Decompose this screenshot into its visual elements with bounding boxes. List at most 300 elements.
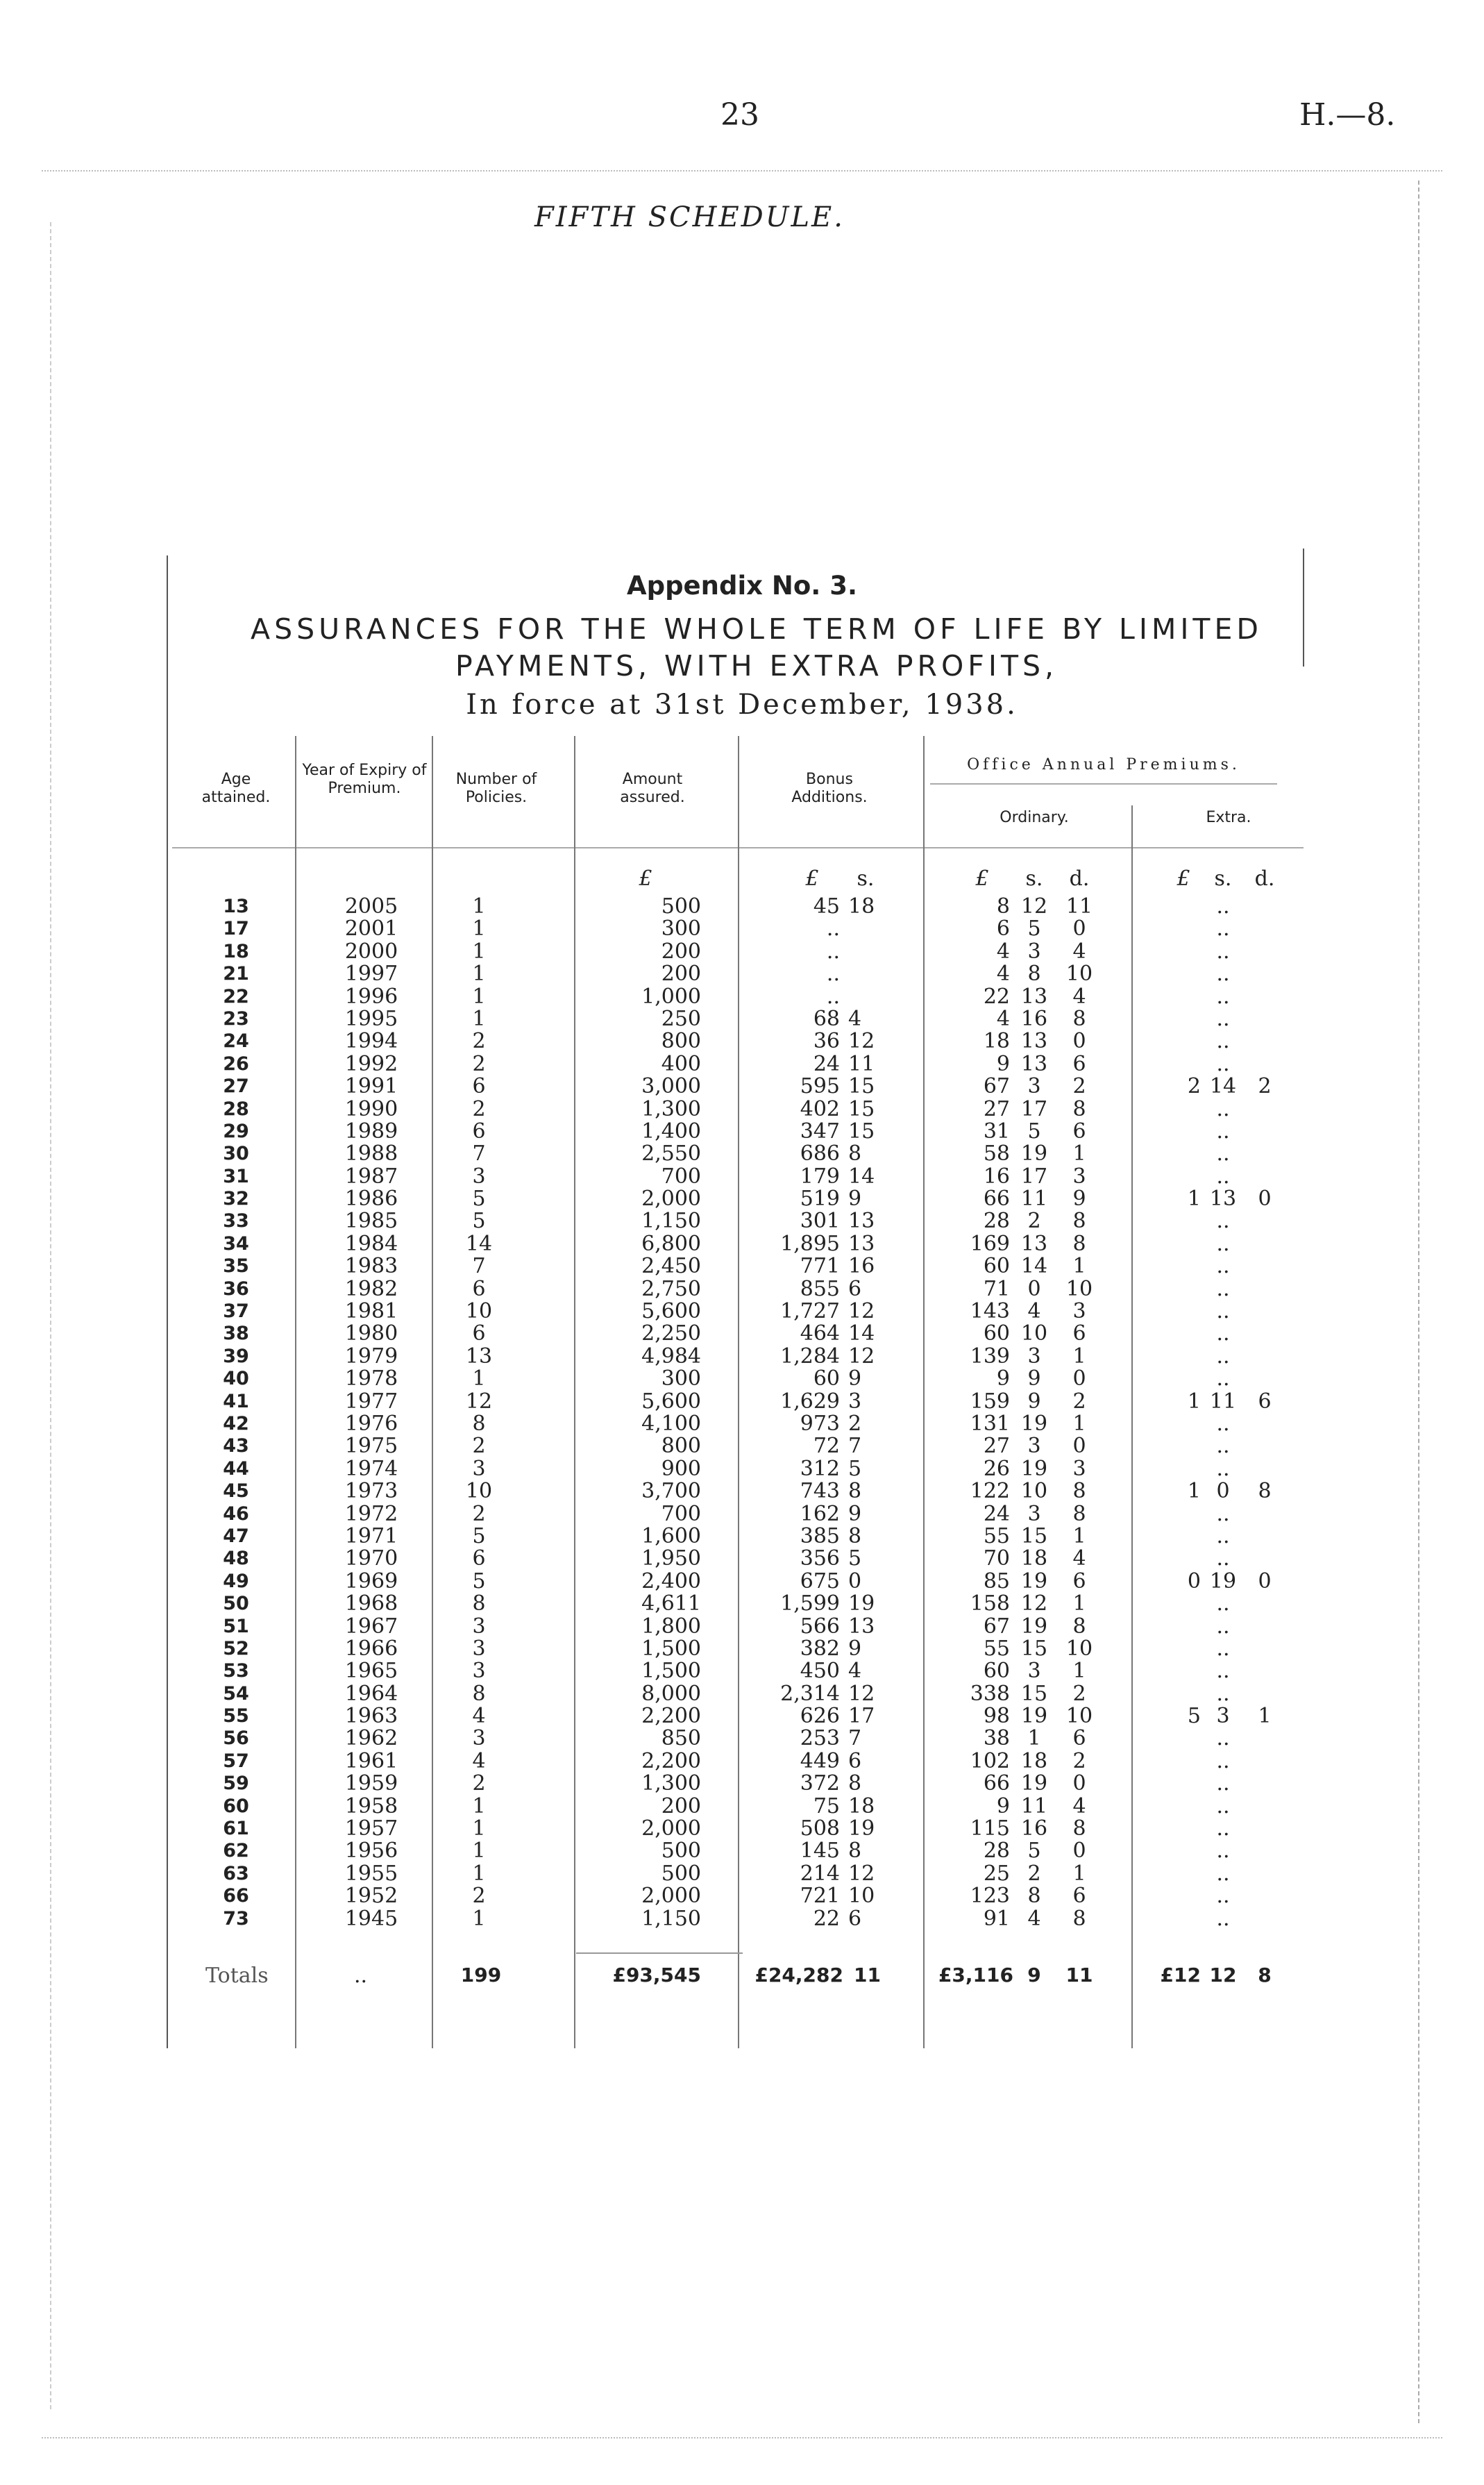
policies-cell: 1 (472, 962, 486, 987)
year-cell: 1971 (344, 1523, 398, 1548)
bonus-pounds-cell: 449 (800, 1748, 840, 1773)
ordinary-pounds-cell: 91 (983, 1906, 1010, 1931)
ordinary-shillings-cell: 0 (1027, 1276, 1041, 1301)
age-cell: 44 (223, 1457, 249, 1480)
policies-cell: 4 (472, 1704, 486, 1729)
extra-shillings-cell: .. (1216, 1839, 1230, 1864)
table-row (0, 1008, 1484, 1030)
amount-cell: 700 (661, 1501, 701, 1526)
policies-cell: 1 (472, 1861, 486, 1886)
ordinary-pence-cell: 3 (1072, 1164, 1086, 1189)
amount-cell: 800 (661, 1029, 701, 1054)
bonus-pounds-cell: 145 (800, 1839, 840, 1864)
ordinary-pounds-cell: 60 (983, 1659, 1010, 1684)
ordinary-pounds-cell: 9 (996, 1051, 1010, 1076)
ordinary-pounds-cell: 143 (970, 1299, 1010, 1324)
ordinary-pence-cell: 1 (1072, 1254, 1086, 1279)
year-cell: 2005 (344, 894, 398, 919)
ordinary-pence-cell: 4 (1072, 939, 1086, 964)
policies-cell: 13 (465, 1344, 493, 1369)
year-cell: 1976 (344, 1411, 398, 1436)
ordinary-shillings-cell: 13 (1020, 1231, 1048, 1256)
amount-cell: 2,400 (641, 1568, 701, 1593)
policies-cell: 3 (472, 1456, 486, 1481)
year-cell: 1970 (344, 1546, 398, 1571)
ordinary-shillings-cell: 16 (1020, 1006, 1048, 1031)
extra-shillings-cell: .. (1216, 1254, 1230, 1279)
year-cell: 1973 (344, 1479, 398, 1504)
ordinary-pounds-cell: 38 (983, 1726, 1010, 1751)
bonus-pounds-cell: 36 (813, 1029, 840, 1054)
policies-cell: 1 (472, 1906, 486, 1931)
age-cell: 29 (223, 1120, 249, 1142)
policies-cell: 1 (472, 939, 486, 964)
age-cell: 63 (223, 1862, 249, 1884)
ordinary-shillings-cell: 16 (1020, 1816, 1048, 1841)
totals-ordinary-shillings: 9 (1027, 1964, 1041, 1986)
ordinary-shillings-cell: 3 (1027, 1501, 1041, 1526)
policies-cell: 1 (472, 984, 486, 1009)
table-row (0, 1233, 1484, 1255)
amount-cell: 400 (661, 1051, 701, 1076)
extra-shillings-cell: 11 (1209, 1389, 1237, 1414)
age-cell: 55 (223, 1705, 249, 1727)
amount-cell: 3,700 (641, 1479, 701, 1504)
age-cell: 31 (223, 1165, 249, 1187)
ordinary-pounds-cell: 26 (983, 1456, 1010, 1481)
ordinary-shillings-cell: 18 (1020, 1546, 1048, 1571)
table-row (0, 1660, 1484, 1682)
year-cell: 1956 (344, 1839, 398, 1864)
ordinary-shillings-cell: 19 (1020, 1411, 1048, 1436)
year-cell: 1989 (344, 1119, 398, 1144)
header-office-premiums: Office Annual Premiums. (967, 756, 1240, 773)
ordinary-shillings-cell: 5 (1027, 1839, 1041, 1864)
bonus-shillings-cell: 8 (848, 1523, 862, 1548)
ordinary-pounds-cell: 24 (983, 1501, 1010, 1526)
amount-cell: 2,750 (641, 1276, 701, 1301)
table-row (0, 1458, 1484, 1480)
table-row (0, 986, 1484, 1008)
amount-cell: 300 (661, 1366, 701, 1391)
year-cell: 1986 (344, 1187, 398, 1212)
age-cell: 21 (223, 963, 249, 985)
ordinary-pounds-cell: 8 (996, 894, 1010, 919)
ordinary-pounds-cell: 18 (983, 1029, 1010, 1054)
ordinary-pounds-cell: 139 (970, 1344, 1010, 1369)
totals-rule (576, 1952, 743, 1954)
ordinary-pence-cell: 1 (1072, 1591, 1086, 1616)
age-cell: 37 (223, 1300, 249, 1323)
age-cell: 40 (223, 1368, 249, 1390)
policies-cell: 5 (472, 1523, 486, 1548)
ordinary-pence-cell: 1 (1072, 1861, 1086, 1886)
extra-pounds-cell: 1 (1187, 1479, 1201, 1504)
bonus-pounds-cell: 2,314 (780, 1681, 840, 1706)
bonus-pounds-cell: 162 (800, 1501, 840, 1526)
ordinary-shillings-cell: 11 (1020, 1793, 1048, 1818)
table-row (0, 1793, 1484, 1818)
table-row (0, 1255, 1484, 1278)
age-cell: 53 (223, 1660, 249, 1682)
policies-cell: 6 (472, 1276, 486, 1301)
policies-cell: 3 (472, 1636, 486, 1661)
age-cell: 50 (223, 1593, 249, 1615)
bonus-pounds-cell: 686 (800, 1141, 840, 1166)
ordinary-pence-cell: 2 (1072, 1681, 1086, 1706)
policies-cell: 1 (472, 1816, 486, 1841)
extra-shillings-cell: .. (1216, 1299, 1230, 1324)
amount-cell: 500 (661, 1839, 701, 1864)
age-cell: 23 (223, 1007, 249, 1030)
table-row (0, 1391, 1484, 1413)
bonus-shillings-cell: 6 (848, 1906, 862, 1931)
amount-cell: 1,950 (641, 1546, 701, 1571)
policies-cell: 6 (472, 1074, 486, 1099)
policies-cell: 2 (472, 1096, 486, 1121)
year-cell: 1981 (344, 1299, 398, 1324)
ordinary-shillings-cell: 14 (1020, 1254, 1048, 1279)
year-cell: 1959 (344, 1771, 398, 1796)
bonus-shillings-cell: 18 (848, 894, 875, 919)
year-cell: 1957 (344, 1816, 398, 1841)
ordinary-pounds-cell: 60 (983, 1321, 1010, 1346)
ordinary-shillings-cell: 13 (1020, 1051, 1048, 1076)
amount-cell: 1,500 (641, 1636, 701, 1661)
year-cell: 1965 (344, 1659, 398, 1684)
ordinary-shillings-cell: 8 (1027, 1884, 1041, 1909)
bonus-pounds-cell: .. (826, 939, 840, 964)
totals-amount: £93,545 (612, 1964, 701, 1986)
bonus-pounds-cell: .. (826, 984, 840, 1009)
year-cell: 1996 (344, 984, 398, 1009)
policies-cell: 2 (472, 1029, 486, 1054)
extra-pounds-cell: 1 (1187, 1389, 1201, 1414)
table-row (0, 1548, 1484, 1570)
policies-cell: 6 (472, 1321, 486, 1346)
year-cell: 1991 (344, 1074, 398, 1099)
age-cell: 32 (223, 1188, 249, 1210)
ordinary-pounds-cell: 131 (970, 1411, 1010, 1436)
table-row (0, 1616, 1484, 1638)
ordinary-pounds-cell: 102 (970, 1748, 1010, 1773)
ordinary-shillings-cell: 12 (1020, 894, 1048, 919)
bonus-pounds-cell: 301 (800, 1209, 840, 1234)
totals-ordinary: £3,116 (938, 1964, 1013, 1986)
table-row (0, 896, 1484, 918)
ordinary-pounds-cell: 4 (996, 962, 1010, 987)
extra-shillings-cell: 0 (1216, 1479, 1230, 1504)
policies-cell: 3 (472, 1164, 486, 1189)
ordinary-pounds-cell: 67 (983, 1614, 1010, 1639)
extra-shillings-cell: .. (1216, 1681, 1230, 1706)
ordinary-shillings-cell: 10 (1020, 1479, 1048, 1504)
age-cell: 13 (223, 896, 249, 917)
bonus-shillings-cell: 15 (848, 1096, 875, 1121)
table-row (0, 1480, 1484, 1503)
age-cell: 47 (223, 1525, 249, 1547)
ordinary-shillings-cell: 4 (1027, 1299, 1041, 1324)
ordinary-pence-cell: 1 (1072, 1523, 1086, 1548)
ordinary-pence-cell: 2 (1072, 1748, 1086, 1773)
ordinary-shillings-cell: 19 (1020, 1456, 1048, 1481)
year-cell: 1978 (344, 1366, 398, 1391)
bonus-shillings-cell: 12 (848, 1029, 875, 1054)
bonus-shillings-cell: 9 (848, 1636, 862, 1661)
year-cell: 2001 (344, 917, 398, 942)
ordinary-pence-cell: 0 (1072, 917, 1086, 942)
table-row (0, 1053, 1484, 1076)
table-row (0, 963, 1484, 985)
age-cell: 18 (223, 940, 249, 962)
table-row (0, 1121, 1484, 1143)
amount-cell: 3,000 (641, 1074, 701, 1099)
bonus-pounds-cell: 75 (813, 1793, 840, 1818)
year-cell: 1968 (344, 1591, 398, 1616)
ordinary-pounds-cell: 55 (983, 1636, 1010, 1661)
amount-cell: 2,000 (641, 1816, 701, 1841)
bonus-shillings-cell: 9 (848, 1187, 862, 1212)
ordinary-pounds-cell: 16 (983, 1164, 1010, 1189)
bonus-shillings-cell: 16 (848, 1254, 875, 1279)
ordinary-pence-cell: 8 (1072, 1006, 1086, 1031)
ordinary-pounds-cell: 98 (983, 1704, 1010, 1729)
ordinary-pence-cell: 4 (1072, 1793, 1086, 1818)
ordinary-shillings-cell: 19 (1020, 1614, 1048, 1639)
extra-pounds-cell: 5 (1187, 1704, 1201, 1729)
age-cell: 34 (223, 1232, 249, 1255)
bonus-pounds-cell: 1,895 (780, 1231, 840, 1256)
amount-cell: 500 (661, 1861, 701, 1886)
amount-cell: 850 (661, 1726, 701, 1751)
extra-shillings-cell: .. (1216, 1906, 1230, 1931)
year-cell: 1974 (344, 1456, 398, 1481)
age-cell: 43 (223, 1435, 249, 1457)
ordinary-pence-cell: 8 (1072, 1614, 1086, 1639)
ordinary-shillings-cell: 19 (1020, 1141, 1048, 1166)
year-cell: 1967 (344, 1614, 398, 1639)
header-year: Year of Expiry of Premium. (302, 762, 427, 797)
bonus-shillings-cell: 13 (848, 1209, 875, 1234)
table-row (0, 1435, 1484, 1457)
bonus-shillings-cell: 4 (848, 1659, 862, 1684)
amount-cell: 300 (661, 917, 701, 942)
policies-cell: 8 (472, 1681, 486, 1706)
bonus-shillings-cell: 12 (848, 1861, 875, 1886)
age-cell: 56 (223, 1727, 249, 1750)
extra-pounds-cell: 1 (1187, 1187, 1201, 1212)
amount-cell: 2,250 (641, 1321, 701, 1346)
table-row (0, 1413, 1484, 1435)
table-row (0, 1030, 1484, 1053)
year-cell: 1962 (344, 1726, 398, 1751)
amount-cell: 1,800 (641, 1614, 701, 1639)
ordinary-shillings-cell: 11 (1020, 1187, 1048, 1212)
table-row (0, 1885, 1484, 1907)
totals-policies: 199 (460, 1964, 502, 1986)
ordinary-pounds-cell: 4 (996, 1006, 1010, 1031)
year-cell: 1982 (344, 1276, 398, 1301)
table-row (0, 1143, 1484, 1165)
bonus-pounds-cell: 721 (800, 1884, 840, 1909)
ordinary-shillings-cell: 5 (1027, 917, 1041, 942)
age-cell: 45 (223, 1480, 249, 1503)
extra-shillings-cell: .. (1216, 1276, 1230, 1301)
age-cell: 39 (223, 1345, 249, 1367)
amount-cell: 800 (661, 1434, 701, 1459)
extra-shillings-cell: .. (1216, 1164, 1230, 1189)
ordinary-pounds-cell: 159 (970, 1389, 1010, 1414)
policies-cell: 1 (472, 1839, 486, 1864)
ordinary-pounds-cell: 9 (996, 1366, 1010, 1391)
table-row (0, 1346, 1484, 1368)
table-row (0, 1638, 1484, 1660)
extra-pence-cell: 0 (1258, 1568, 1272, 1593)
year-cell: 1945 (344, 1906, 398, 1931)
table-row (0, 1525, 1484, 1548)
bonus-shillings-cell: 12 (848, 1299, 875, 1324)
ordinary-shillings-cell: 4 (1027, 1906, 1041, 1931)
bonus-shillings-cell: 8 (848, 1771, 862, 1796)
ordinary-shillings-cell: 3 (1027, 939, 1041, 964)
policies-cell: 7 (472, 1141, 486, 1166)
bonus-pounds-cell: .. (826, 917, 840, 942)
extra-shillings-cell: .. (1216, 1748, 1230, 1773)
ordinary-pence-cell: 8 (1072, 1816, 1086, 1841)
ordinary-shillings-cell: 19 (1020, 1771, 1048, 1796)
age-cell: 27 (223, 1076, 249, 1098)
ordinary-pence-cell: 10 (1065, 962, 1093, 987)
ordinary-pence-cell: 1 (1072, 1411, 1086, 1436)
bonus-shillings-cell: 12 (848, 1344, 875, 1369)
policies-cell: 8 (472, 1591, 486, 1616)
bonus-pounds-cell: 626 (800, 1704, 840, 1729)
extra-shillings-cell: .. (1216, 894, 1230, 919)
bonus-pounds-cell: 60 (813, 1366, 840, 1391)
year-cell: 1972 (344, 1501, 398, 1526)
amount-cell: 2,200 (641, 1704, 701, 1729)
table-subtitle: In force at 31st December, 1938. (466, 689, 1018, 721)
ordinary-pence-cell: 0 (1072, 1771, 1086, 1796)
policies-cell: 5 (472, 1568, 486, 1593)
bonus-pounds-cell: 382 (800, 1636, 840, 1661)
age-cell: 49 (223, 1570, 249, 1592)
ordinary-pounds-cell: 85 (983, 1568, 1010, 1593)
bonus-pounds-cell: 1,599 (780, 1591, 840, 1616)
ordinary-pence-cell: 6 (1072, 1884, 1086, 1909)
extra-shillings-cell: .. (1216, 1231, 1230, 1256)
ordinary-pounds-cell: 27 (983, 1434, 1010, 1459)
table-row (0, 1166, 1484, 1188)
top-rule (42, 170, 1442, 171)
unit-ordinary-pence: d. (1069, 867, 1090, 891)
ordinary-pence-cell: 1 (1072, 1344, 1086, 1369)
table-row (0, 941, 1484, 963)
bonus-pounds-cell: 72 (813, 1434, 840, 1459)
age-cell: 57 (223, 1750, 249, 1772)
year-cell: 1988 (344, 1141, 398, 1166)
bonus-shillings-cell: 7 (848, 1726, 862, 1751)
table-row (0, 1727, 1484, 1750)
ordinary-pence-cell: 8 (1072, 1231, 1086, 1256)
age-cell: 66 (223, 1885, 249, 1907)
table-body (0, 896, 1484, 1930)
bonus-shillings-cell: 6 (848, 1276, 862, 1301)
bonus-shillings-cell: 2 (848, 1411, 862, 1436)
ordinary-shillings-cell: 17 (1020, 1096, 1048, 1121)
year-cell: 1969 (344, 1568, 398, 1593)
bonus-shillings-cell: 8 (848, 1839, 862, 1864)
bonus-shillings-cell: 0 (848, 1568, 862, 1593)
ordinary-shillings-cell: 15 (1020, 1523, 1048, 1548)
ordinary-pounds-cell: 115 (970, 1816, 1010, 1841)
policies-cell: 10 (465, 1479, 493, 1504)
totals-extra: £12 (1160, 1964, 1201, 1986)
header-ordinary: Ordinary. (1000, 809, 1069, 826)
age-cell: 17 (223, 918, 249, 940)
totals-extra-pence: 8 (1258, 1964, 1272, 1986)
year-cell: 1961 (344, 1748, 398, 1773)
ordinary-shillings-cell: 19 (1020, 1568, 1048, 1593)
extra-shillings-cell: .. (1216, 1501, 1230, 1526)
amount-cell: 200 (661, 962, 701, 987)
year-cell: 1995 (344, 1006, 398, 1031)
table-row (0, 1863, 1484, 1885)
unit-ordinary-shillings: s. (1025, 867, 1043, 891)
ordinary-shillings-cell: 18 (1020, 1748, 1048, 1773)
extra-shillings-cell: .. (1216, 1051, 1230, 1076)
bonus-shillings-cell: 19 (848, 1591, 875, 1616)
table-row (0, 1210, 1484, 1232)
bonus-shillings-cell: 6 (848, 1748, 862, 1773)
age-cell: 62 (223, 1840, 249, 1862)
extra-shillings-cell: 13 (1209, 1187, 1237, 1212)
bonus-pounds-cell: 45 (813, 894, 840, 919)
amount-cell: 700 (661, 1164, 701, 1189)
extra-shillings-cell: .. (1216, 984, 1230, 1009)
bonus-shillings-cell: 14 (848, 1321, 875, 1346)
page-number: 23 (720, 97, 759, 133)
totals-bonus-shillings: 11 (854, 1964, 881, 1986)
year-cell: 1983 (344, 1254, 398, 1279)
policies-cell: 5 (472, 1209, 486, 1234)
bonus-pounds-cell: 743 (800, 1479, 840, 1504)
amount-cell: 6,800 (641, 1231, 701, 1256)
bonus-pounds-cell: 566 (800, 1614, 840, 1639)
ordinary-shillings-cell: 13 (1020, 1029, 1048, 1054)
amount-cell: 900 (661, 1456, 701, 1481)
policies-cell: 3 (472, 1614, 486, 1639)
extra-shillings-cell: .. (1216, 1366, 1230, 1391)
bonus-shillings-cell: 14 (848, 1164, 875, 1189)
table-row (0, 1773, 1484, 1795)
unit-ordinary-pound: £ (975, 867, 989, 891)
age-cell: 28 (223, 1098, 249, 1120)
amount-cell: 200 (661, 1793, 701, 1818)
extra-shillings-cell: .. (1216, 1861, 1230, 1886)
ordinary-pence-cell: 0 (1072, 1366, 1086, 1391)
bonus-pounds-cell: 1,284 (780, 1344, 840, 1369)
policies-cell: 2 (472, 1771, 486, 1796)
year-cell: 1979 (344, 1344, 398, 1369)
year-cell: 2000 (344, 939, 398, 964)
bonus-pounds-cell: 68 (813, 1006, 840, 1031)
ordinary-pounds-cell: 71 (983, 1276, 1010, 1301)
bonus-shillings-cell: 13 (848, 1231, 875, 1256)
ordinary-pence-cell: 6 (1072, 1051, 1086, 1076)
ordinary-pence-cell: 3 (1072, 1299, 1086, 1324)
table-row (0, 1368, 1484, 1390)
